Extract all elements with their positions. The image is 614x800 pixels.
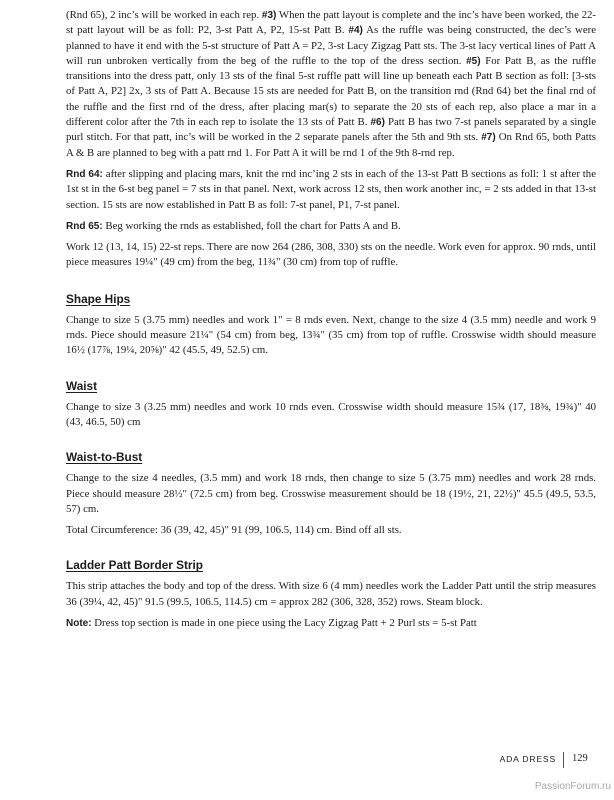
intro-text-2: When the patt layout is complete and the inc’s have been worked, the 22-st patt layout will be as foll: P2, 3-st Patt A, P2, 15-st Patt B. <box>66 9 596 37</box>
rnd64-label: Rnd 64: <box>66 168 103 180</box>
note-text: Dress top section is made in one piece using the Lacy Zigzag Patt + 2 Purl sts = 5-st Patt <box>91 617 477 630</box>
intro-text-3: As the ruffle was being constructed, the dec’s were planned to have it end with the 5-st structure of Patt A = P2, 3-st Lacy Zigzag Patt sts. The 3-st lacy vertical lines of Patt A will run unbroken vertically from the beg of the ruffle to the top of the dress section. <box>66 24 596 67</box>
watermark: PassionForum.ru <box>534 781 611 792</box>
page-content <box>66 8 596 637</box>
note-label: Note: <box>66 618 92 630</box>
intro-text-5: Patt B has two 7-st panels separated by a single purl stitch. For that patt, inc’s will be worked in the 2 separate panels after the 5th and 9th sts. <box>66 116 597 144</box>
total-circumference: Total Circumference: 36 (39, 42, 45)" 91 (99, 106.5, 114) cm. Bind off all sts. <box>66 524 402 537</box>
intro-text-1: (Rnd 65), 2 inc’s will be worked in each rep. <box>66 9 262 21</box>
rnd65-label: Rnd 65: <box>66 220 103 232</box>
marker-7: #7) <box>481 132 496 144</box>
marker-5: #5) <box>466 55 481 67</box>
intro-paragraph <box>66 8 596 161</box>
shape-hips-heading: Shape Hips <box>66 291 131 306</box>
page-footer <box>0 752 614 772</box>
marker-6: #6) <box>370 117 385 129</box>
rnd64-paragraph <box>66 167 596 213</box>
ladder-heading: Ladder Patt Border Strip <box>66 558 203 573</box>
marker-4: #4) <box>348 25 363 37</box>
page-number: 129 <box>572 753 588 764</box>
footer-divider <box>563 752 564 768</box>
marker-3: #3) <box>261 10 277 21</box>
ladder-text: This strip attaches the body and top of the dress. With size 6 (4 mm) needles work the Ladder Patt until the strip measures 36 (39¼, 42, 45)" 91.5 (99.5, 106.5, 114.5) cm = approx 282 (306, 328, 352) rows. Steam block. <box>66 580 596 608</box>
footer-title: ADA DRESS <box>499 754 556 764</box>
rnd65-paragraph <box>66 219 596 234</box>
shape-hips-text: Change to size 5 (3.75 mm) needles and work 1" = 8 rnds even. Next, change to the size 4 (3.5 mm) needle and work 9 rnds. Piece should measure 21¼" (54 cm) from beg, 13¾" (35 cm) from top of ruffle. Crosswise width should measure 16½ (17⅞, 19¼, 20⅝)" 42 (45.5, 49, 52.5) cm. <box>66 313 596 357</box>
ladder-note <box>66 616 596 631</box>
intro-text-6: On Rnd 65, both Patts A & B are planned to beg with a patt rnd 1. For Patt A it will be rnd 1 of the 9th 8-rnd rep. <box>66 131 596 159</box>
rnd64-text: after slipping and placing mars, knit the rnd inc’ing 2 sts in each of the 13-st Patt B sections as foll: 1 st after the 1st st in the 6-st beg panel = 7 sts in that panel. Next, work across 12 sts, then work another inc, = 2 sts added in that 13-st section. 15 sts are now established in Patt B as foll: 7-st panel, P1, 7-st panel. <box>66 167 597 211</box>
intro-text-4: For Patt B, as the ruffle transitions into the dress patt, only 13 sts of the final 5-st ruffle patt will line up beneath each Patt B section as foll: [3-sts of Patt A, P2] 2x, 3 sts of Patt A. Because 15 sts are needed for Patt B, on the transition rnd (Rnd 64) bet the final rnd of the ruffle and the first rnd of the dress, after placing mar(s) to separate the 20 sts of each rep, also place a mar in a different color after the 7th in each rep to isolate the 13 sts of Patt B. <box>66 54 596 129</box>
waist-to-bust-text: Change to the size 4 needles, (3.5 mm) and work 18 rnds, then change to size 5 (3.75 mm) needles and work 28 rnds. Piece should measure 28½" (72.5 cm) from beg. Crosswise measurement should be 18 (19½, 21, 22½)" 45.5 (49.5, 53.5, 57) cm. <box>66 472 596 515</box>
waist-to-bust-heading: Waist-to-Bust <box>66 450 143 465</box>
rnd65-text: Beg working the rnds as established, foll the chart for Patts A and B. <box>102 219 401 232</box>
waist-heading: Waist <box>66 378 98 393</box>
work-paragraph: Work 12 (13, 14, 15) 22-st reps. There are now 264 (286, 308, 330) sts on the needle. Work even for approx. 90 rnds, until piece measures 19¼" (49 cm) from the beg, 11¾" (30 cm) from top of ruffle. <box>66 241 596 269</box>
waist-text: Change to size 3 (3.25 mm) needles and work 10 rnds even. Crosswise width should measure 15¾ (17, 18⅜, 19¾)" 40 (43, 46.5, 50) cm <box>66 400 596 428</box>
